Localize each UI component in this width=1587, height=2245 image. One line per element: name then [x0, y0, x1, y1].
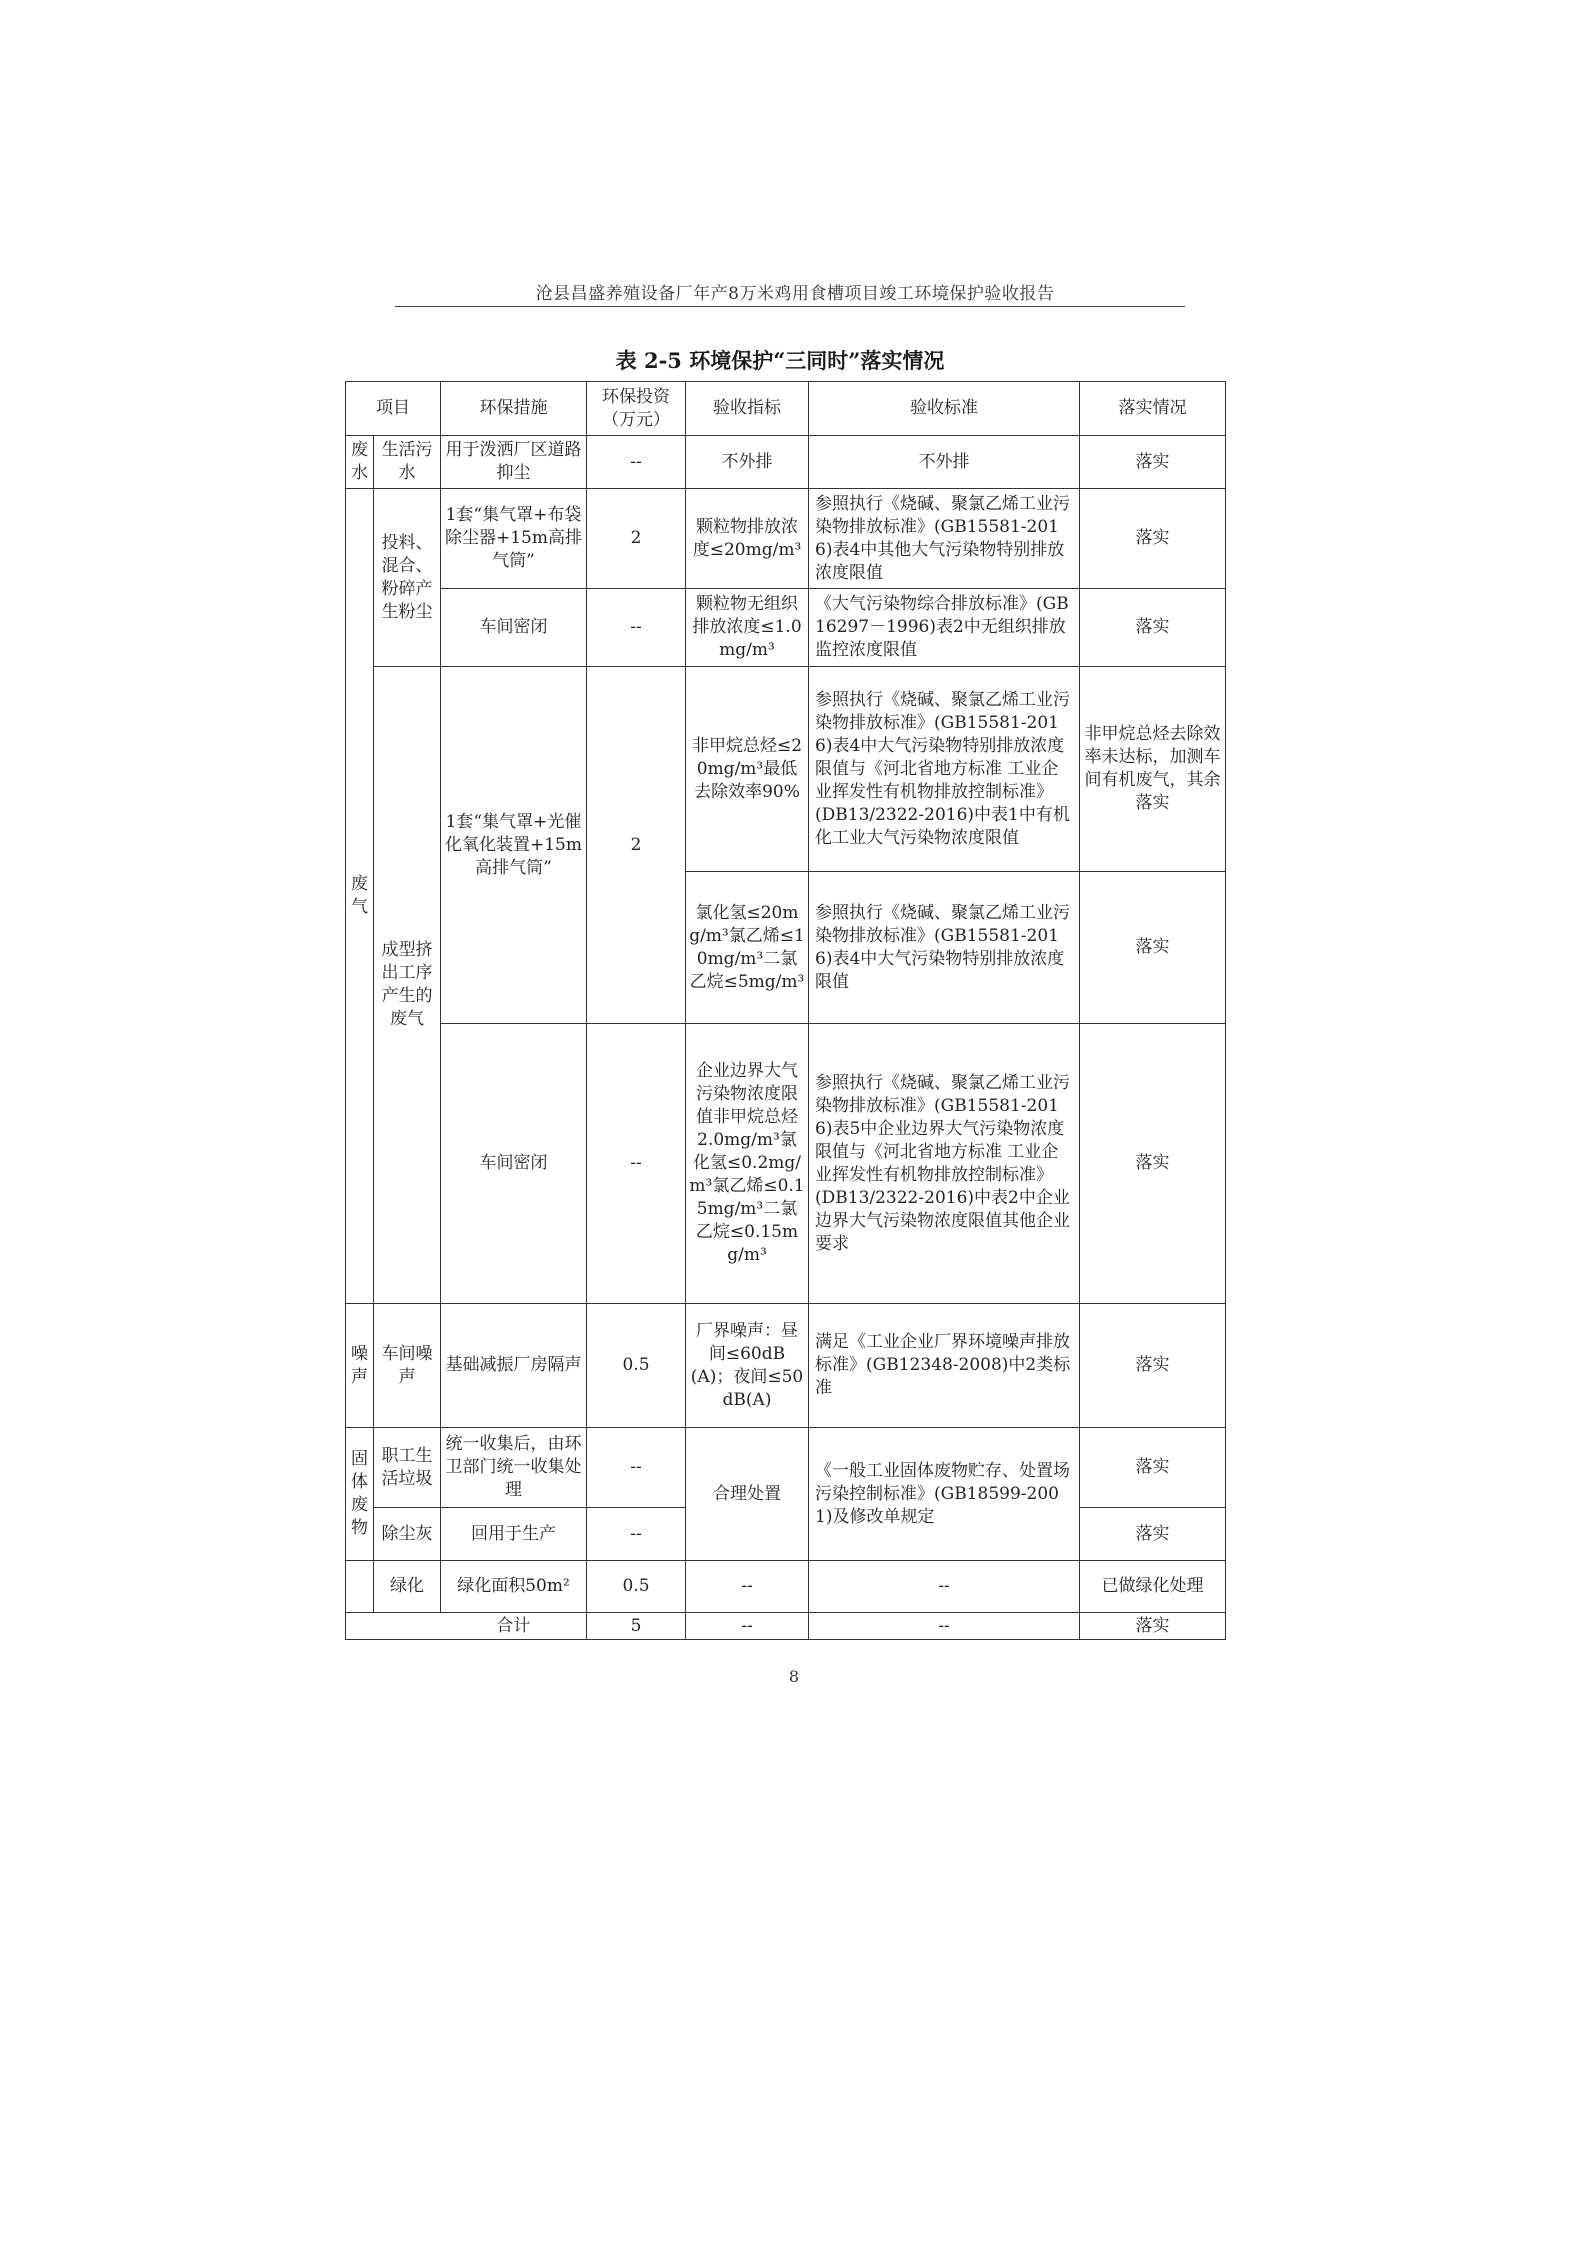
environmental-protection-table [345, 381, 1226, 1640]
status-cell: 落实 [1080, 1024, 1226, 1304]
col-header-indicator: 验收指标 [686, 382, 809, 436]
investment-cell: -- [587, 1508, 686, 1561]
investment-cell: 0.5 [587, 1304, 686, 1428]
measure-cell: 绿化面积50m² [441, 1561, 587, 1613]
table-row [346, 1024, 1226, 1304]
status-cell: 落实 [1080, 1613, 1226, 1640]
status-cell: 已做绿化处理 [1080, 1561, 1226, 1613]
status-cell: 落实 [1080, 489, 1226, 589]
standard-cell: 不外排 [809, 436, 1080, 489]
measure-cell: 回用于生产 [441, 1508, 587, 1561]
category-cell: 废水 [346, 436, 374, 489]
investment-cell: -- [587, 589, 686, 667]
investment-cell: -- [587, 436, 686, 489]
investment-cell: 5 [587, 1613, 686, 1640]
measure-cell: 统一收集后，由环卫部门统一收集处理 [441, 1428, 587, 1508]
status-cell: 落实 [1080, 1508, 1226, 1561]
table-row [346, 1304, 1226, 1428]
status-cell: 非甲烷总烃去除效率未达标，加测车间有机废气，其余落实 [1080, 667, 1226, 872]
status-cell: 落实 [1080, 1304, 1226, 1428]
indicator-cell: 颗粒物无组织排放浓度≤1.0mg/m³ [686, 589, 809, 667]
investment-cell: 2 [587, 667, 686, 1024]
table-row [346, 436, 1226, 489]
table-row [346, 489, 1226, 589]
subcategory-cell: 除尘灰 [374, 1508, 441, 1561]
subcategory-cell: 车间噪声 [374, 1304, 441, 1428]
investment-cell: 0.5 [587, 1561, 686, 1613]
subcategory-cell: 生活污水 [374, 436, 441, 489]
table-row [346, 589, 1226, 667]
measure-cell: 1套“集气罩+光催化氧化装置+15m高排气筒” [441, 667, 587, 1024]
standard-cell: 参照执行《烧碱、聚氯乙烯工业污染物排放标准》(GB15581-2016)表4中大气污染物特别排放浓度限值与《河北省地方标准 工业企业挥发性有机物排放控制标准》(DB13/2322-2016)中表1中有机化工业大气污染物浓度限值 [809, 667, 1080, 872]
col-header-measure: 环保措施 [441, 382, 587, 436]
indicator-cell: -- [686, 1613, 809, 1640]
indicator-cell: 不外排 [686, 436, 809, 489]
subcategory-cell: 绿化 [374, 1561, 441, 1613]
document-header: 沧县昌盛养殖设备厂年产8万米鸡用食槽项目竣工环境保护验收报告 [535, 284, 1055, 304]
indicator-cell: 企业边界大气污染物浓度限值非甲烷总烃2.0mg/m³氯化氢≤0.2mg/m³氯乙烯≤0.15mg/m³二氯乙烷≤0.15mg/m³ [686, 1024, 809, 1304]
measure-cell: 车间密闭 [441, 1024, 587, 1304]
category-cell: 固体废物 [346, 1428, 374, 1561]
page-number: 8 [788, 1667, 800, 1686]
category-cell: 噪声 [346, 1304, 374, 1428]
standard-cell: 《一般工业固体废物贮存、处置场污染控制标准》(GB18599-2001)及修改单规定 [809, 1428, 1080, 1561]
indicator-cell: 颗粒物排放浓度≤20mg/m³ [686, 489, 809, 589]
indicator-cell: -- [686, 1561, 809, 1613]
measure-cell: 基础减振厂房隔声 [441, 1304, 587, 1428]
header-rule [395, 306, 1185, 307]
indicator-cell: 氯化氢≤20mg/m³氯乙烯≤10mg/m³二氯乙烷≤5mg/m³ [686, 872, 809, 1024]
investment-cell: -- [587, 1428, 686, 1508]
measure-cell: 车间密闭 [441, 589, 587, 667]
investment-cell: -- [587, 1024, 686, 1304]
standard-cell: 参照执行《烧碱、聚氯乙烯工业污染物排放标准》(GB15581-2016)表4中其他大气污染物特别排放浓度限值 [809, 489, 1080, 589]
table-title: 表 2-5 环境保护“三同时”落实情况 [615, 348, 945, 373]
total-row [346, 1613, 1226, 1640]
col-header-item: 项目 [346, 382, 441, 436]
standard-cell: 参照执行《烧碱、聚氯乙烯工业污染物排放标准》(GB15581-2016)表4中大气污染物特别排放浓度限值 [809, 872, 1080, 1024]
standard-cell: 参照执行《烧碱、聚氯乙烯工业污染物排放标准》(GB15581-2016)表5中企业边界大气污染物浓度限值与《河北省地方标准 工业企业挥发性有机物排放控制标准》(DB13/2322-2016)中表2中企业边界大气污染物浓度限值其他企业要求 [809, 1024, 1080, 1304]
category-cell [346, 1561, 374, 1613]
status-cell: 落实 [1080, 436, 1226, 489]
investment-cell: 2 [587, 489, 686, 589]
measure-cell: 用于泼洒厂区道路抑尘 [441, 436, 587, 489]
indicator-cell: 非甲烷总烃≤20mg/m³最低去除效率90% [686, 667, 809, 872]
subcategory-cell: 成型挤出工序产生的废气 [374, 667, 441, 1304]
standard-cell: -- [809, 1613, 1080, 1640]
standard-cell: 《大气污染物综合排放标准》(GB16297－1996)表2中无组织排放监控浓度限值 [809, 589, 1080, 667]
col-header-status: 落实情况 [1080, 382, 1226, 436]
subcategory-cell: 投料、混合、粉碎产生粉尘 [374, 489, 441, 667]
subcategory-cell: 职工生活垃圾 [374, 1428, 441, 1508]
category-cell: 废气 [346, 489, 374, 1304]
table-row [346, 1561, 1226, 1613]
status-cell: 落实 [1080, 872, 1226, 1024]
total-label: 合计 [441, 1613, 587, 1640]
col-header-standard: 验收标准 [809, 382, 1080, 436]
status-cell: 落实 [1080, 589, 1226, 667]
col-header-investment: 环保投资（万元） [587, 382, 686, 436]
table-row [346, 667, 1226, 872]
measure-cell: 1套“集气罩+布袋除尘器+15m高排气筒” [441, 489, 587, 589]
indicator-cell: 合理处置 [686, 1428, 809, 1561]
table-row [346, 1428, 1226, 1508]
table-header-row [346, 382, 1226, 436]
status-cell: 落实 [1080, 1428, 1226, 1508]
standard-cell: 满足《工业企业厂界环境噪声排放标准》(GB12348-2008)中2类标准 [809, 1304, 1080, 1428]
indicator-cell: 厂界噪声：昼间≤60dB(A)；夜间≤50dB(A) [686, 1304, 809, 1428]
standard-cell: -- [809, 1561, 1080, 1613]
